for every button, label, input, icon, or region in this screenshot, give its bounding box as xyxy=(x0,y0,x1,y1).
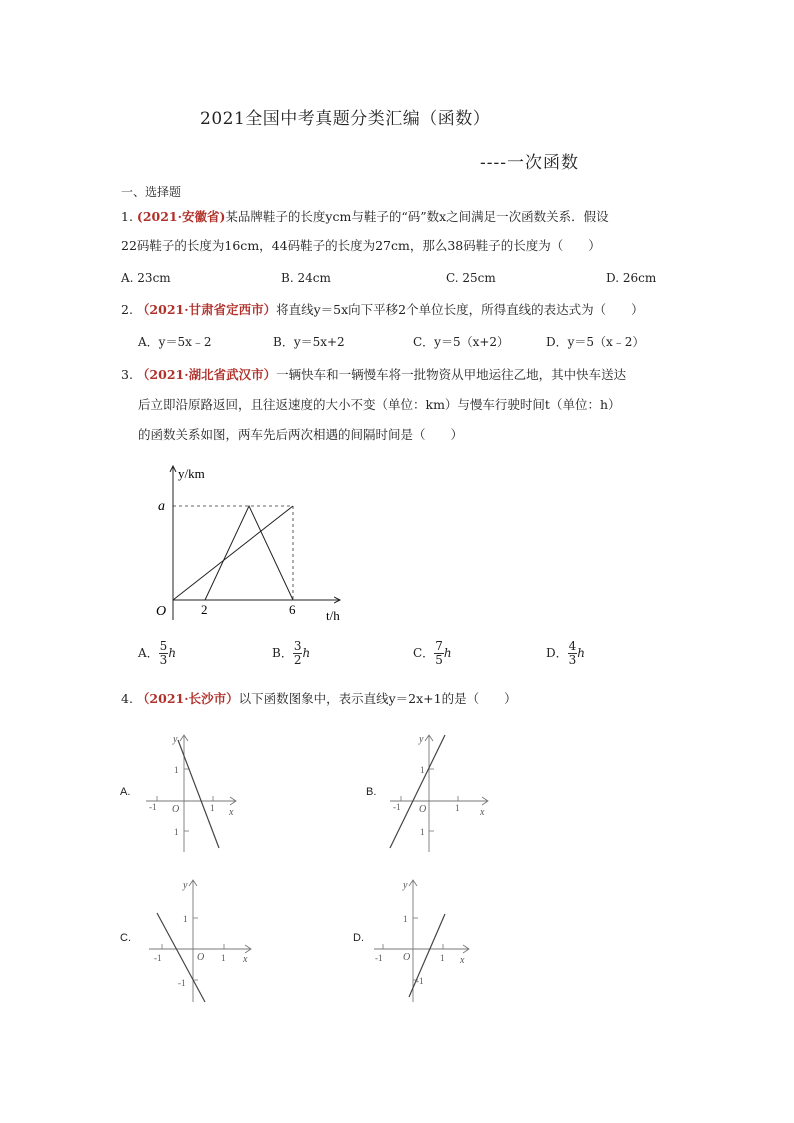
q3-distance-time-graph xyxy=(140,460,360,630)
y-tick-neg-1: 1 xyxy=(420,827,425,837)
origin-label: O xyxy=(172,804,180,815)
question-source: （2021·甘肃省定西市） xyxy=(136,302,277,317)
x-label: x xyxy=(229,807,234,818)
question-text: 以下函数图象中，表示直线y＝2x+1的是（ ） xyxy=(238,691,517,706)
numerator: 7 xyxy=(435,639,443,653)
origin-label: O xyxy=(419,804,427,815)
x-tick-1: 1 xyxy=(221,953,226,963)
q4-graph-a xyxy=(140,730,240,855)
question-number: 1. xyxy=(121,209,133,224)
q1-option-a: A. 23cm xyxy=(121,271,171,285)
x-tick-neg-1: -1 xyxy=(154,953,162,963)
graph-line xyxy=(390,735,445,848)
y-label: y xyxy=(183,880,188,891)
q3-option-b xyxy=(272,640,310,667)
q1-option-c: C. 25cm xyxy=(446,271,496,285)
q2-option-c: C．y＝5（x+2） xyxy=(413,335,510,349)
y-tick-neg-1: 1 xyxy=(174,827,179,837)
question-3-line-2: 后立即沿原路返回，且往返速度的大小不变（单位：km）与慢车行驶时间t（单位：h） xyxy=(138,397,621,412)
question-source: （2021·湖北省武汉市） xyxy=(136,367,277,382)
x-label: x xyxy=(243,954,248,965)
q3-option-d xyxy=(546,640,585,667)
x-axis-label: t/h xyxy=(326,608,340,623)
y-tick-1: 1 xyxy=(174,765,179,775)
option-letter: A． xyxy=(138,646,159,660)
question-source: （2021·长沙市） xyxy=(136,691,239,706)
question-number: 4. xyxy=(121,691,133,706)
unit: h xyxy=(443,646,452,660)
q2-option-d: D．y＝5（x﹣2） xyxy=(546,335,645,349)
x-label: x xyxy=(460,955,465,966)
y-tick-1: 1 xyxy=(183,914,188,924)
question-text: 将直线y＝5x向下平移2个单位长度，所得直线的表达式为（ ） xyxy=(276,302,644,317)
a-label: a xyxy=(158,499,165,514)
question-3-line-1 xyxy=(121,367,626,383)
question-source: (2021·安徽省) xyxy=(136,209,226,224)
x-tick-neg-1: -1 xyxy=(149,802,157,812)
denominator: 3 xyxy=(568,653,577,667)
y-label: y xyxy=(173,734,178,745)
y-axis-label: y/km xyxy=(178,466,205,481)
q2-option-b: B．y＝5x+2 xyxy=(273,335,345,349)
origin-label: O xyxy=(197,952,205,963)
slow-car-line xyxy=(173,506,293,600)
page-subtitle: ----一次函数 xyxy=(480,153,579,173)
q3-option-a xyxy=(138,640,176,667)
option-letter: D． xyxy=(546,646,568,660)
q2-option-a: A．y＝5x﹣2 xyxy=(138,335,212,349)
y-tick-neg-1: -1 xyxy=(178,978,186,988)
q4-graph-d xyxy=(370,877,475,1007)
x-label: x xyxy=(480,807,485,818)
y-tick-1: 1 xyxy=(403,914,408,924)
q4-graph-b xyxy=(384,730,494,855)
question-2-line-1 xyxy=(121,302,644,318)
origin-label: O xyxy=(403,952,411,963)
question-4-line-1 xyxy=(121,691,517,707)
numerator: 4 xyxy=(568,639,577,653)
unit: h xyxy=(302,646,311,660)
denominator: 2 xyxy=(293,653,302,667)
x-tick-neg-1: -1 xyxy=(375,953,383,963)
x-tick-1: 1 xyxy=(440,953,445,963)
question-1-line-1 xyxy=(121,209,609,225)
unit: h xyxy=(168,646,177,660)
question-3-line-3: 的函数关系如图，两车先后两次相遇的间隔时间是（ ） xyxy=(138,427,464,442)
numerator: 3 xyxy=(293,639,302,653)
origin-label: O xyxy=(156,604,167,619)
q3-option-c xyxy=(413,640,452,667)
option-letter: C． xyxy=(413,646,435,660)
fraction xyxy=(159,640,169,667)
fraction xyxy=(568,640,578,667)
section-heading: 一、选择题 xyxy=(121,185,182,199)
x-tick-neg-1: -1 xyxy=(393,802,401,812)
unit: h xyxy=(577,646,585,660)
x-tick-1: 1 xyxy=(455,803,460,813)
y-label: y xyxy=(403,880,408,891)
option-letter: B． xyxy=(272,646,293,660)
question-1-line-2: 22码鞋子的长度为16cm，44码鞋子的长度为27cm，那么38码鞋子的长度为（ ） xyxy=(121,238,601,253)
q4-graph-a-label: A. xyxy=(120,786,131,798)
q4-graph-c-label: C. xyxy=(120,932,131,944)
x-tick-1: 1 xyxy=(210,803,215,813)
question-number: 2. xyxy=(121,302,133,317)
q4-graph-c xyxy=(145,877,255,1007)
y-label: y xyxy=(419,734,424,745)
y-tick-1: 1 xyxy=(420,765,425,775)
page-title: 2021全国中考真题分类汇编（函数） xyxy=(200,109,491,129)
numerator: 5 xyxy=(159,639,168,653)
q1-option-d: D. 26cm xyxy=(606,271,657,285)
question-number: 3. xyxy=(121,367,133,382)
q1-option-b: B. 24cm xyxy=(281,271,331,285)
x-tick-6: 6 xyxy=(289,602,296,617)
fast-car-line xyxy=(205,506,293,600)
denominator: 3 xyxy=(159,653,168,667)
question-text: 一辆快车和一辆慢车将一批物资从甲地运往乙地，其中快车送达 xyxy=(276,367,627,382)
x-tick-2: 2 xyxy=(201,602,208,617)
q4-graph-b-label: B. xyxy=(366,786,377,798)
fraction xyxy=(434,640,444,667)
q4-graph-d-label: D. xyxy=(353,932,364,944)
y-tick-neg-1: -1 xyxy=(416,976,424,986)
question-text: 某品牌鞋子的长度ycm与鞋子的“码”数x之间满足一次函数关系．假设 xyxy=(225,209,609,224)
denominator: 5 xyxy=(435,653,443,667)
